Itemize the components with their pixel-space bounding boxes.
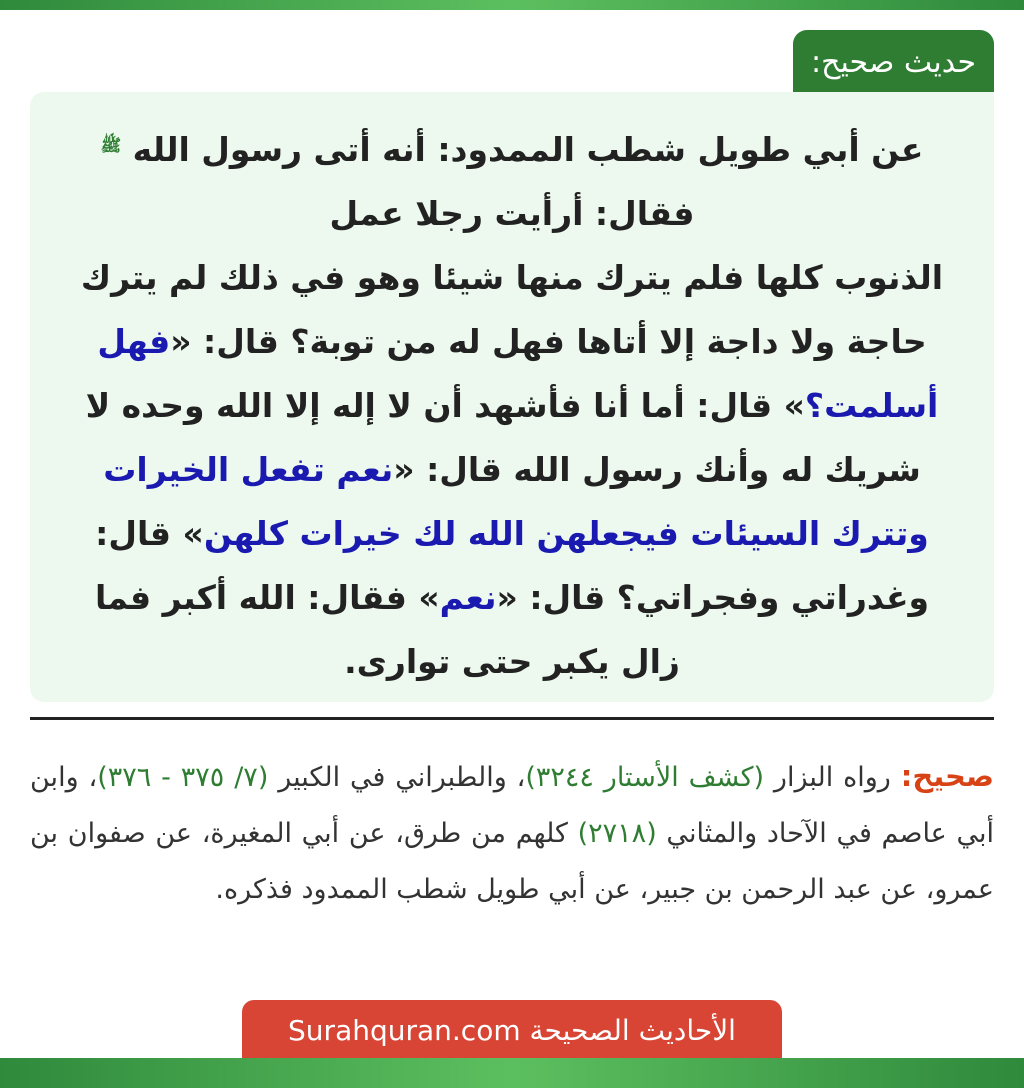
- takhrij-ref-2: (٧/ ٣٧٥ - ٣٧٦): [97, 762, 269, 793]
- hadith-after-salawat: فقال: أرأيت رجلا عمل: [329, 194, 695, 233]
- salawat-icon: ﷺ: [100, 136, 122, 156]
- takhrij-text: [30, 748, 994, 918]
- takhrij-ref-1: (كشف الأستار ٣٢٤٤): [525, 762, 765, 793]
- hadith-text-box: [30, 92, 994, 702]
- top-green-bar: [0, 0, 1024, 10]
- takhrij-part-3: ، وابن أبي عاصم في الآحاد والمثاني: [30, 762, 995, 849]
- hadith-text: [64, 114, 960, 694]
- hadith-body-4: » فقال: الله أكبر فما زال يكبر حتى توارى.: [94, 578, 680, 681]
- prophet-quote-3: نعم: [439, 578, 497, 617]
- hadith-body-2: » قال: أما أنا فأشهد أن لا إله إلا الله وحده لا شريك له وأنك رسول الله قال: «: [85, 386, 921, 489]
- footer-site-badge[interactable]: الأحاديث الصحيحة Surahquran.com: [242, 1000, 782, 1058]
- prophet-quote-2: نعم تفعل الخيرات وتترك السيئات فيجعلهن الله لك خيرات كلهن: [103, 450, 929, 553]
- hadith-body-1: الذنوب كلها فلم يترك منها شيئا وهو في ذلك لم يترك حاجة ولا داجة إلا أتاها فهل له من توبة؟ قال: «: [80, 258, 944, 361]
- hadith-grade-badge: حديث صحيح:: [793, 30, 994, 92]
- hadith-body-3: » قال: وغدراتي وفجراتي؟ قال: «: [95, 514, 930, 617]
- takhrij-part-2: ، والطبراني في الكبير: [268, 762, 526, 793]
- hadith-opening: عن أبي طويل شطب الممدود: أنه أتى رسول الله: [132, 130, 924, 169]
- prophet-quote-1: فهل أسلمت؟: [97, 322, 939, 425]
- takhrij-part-4: كلهم من طرق، عن أبي المغيرة، عن صفوان بن عمرو، عن عبد الرحمن بن جبير، عن أبي طويل شطب الممدود فذكره.: [30, 818, 994, 905]
- takhrij-ref-3: (٢٧١٨): [577, 818, 657, 849]
- takhrij-grade-label: صحيح:: [900, 759, 994, 793]
- section-divider: [30, 717, 994, 720]
- bottom-green-bar: [0, 1058, 1024, 1088]
- takhrij-part-1: رواه البزار: [764, 762, 901, 793]
